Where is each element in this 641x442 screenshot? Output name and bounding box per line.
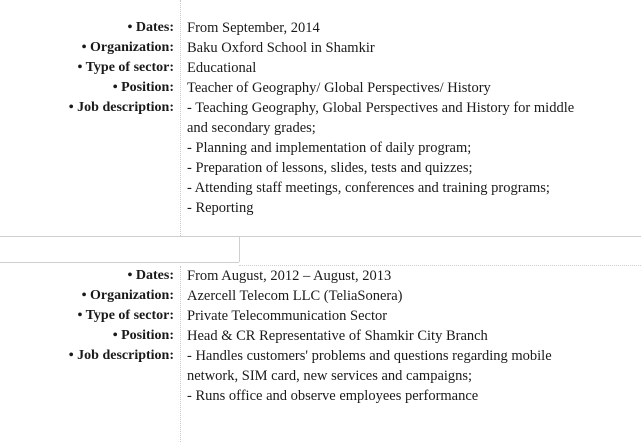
job-description-label: • Job description:: [68, 348, 174, 363]
section-divider-notch: [239, 236, 240, 262]
experience-entry-1: [0, 18, 641, 218]
sector-label: • Type of sector:: [77, 308, 174, 323]
sector-value: Private Telecommunication Sector: [187, 308, 388, 324]
description-line: - Preparation of lessons, slides, tests and quizzes;: [187, 160, 473, 176]
organization-value: Baku Oxford School in Shamkir: [187, 40, 375, 56]
organization-label: • Organization:: [81, 40, 174, 55]
sector-label: • Type of sector:: [77, 60, 174, 75]
section-divider-top: [0, 236, 641, 237]
organization-row: [0, 286, 641, 306]
dates-row: [0, 18, 641, 38]
dates-label: • Dates:: [127, 20, 174, 35]
position-value: Teacher of Geography/ Global Perspectives/ History: [187, 80, 491, 96]
sector-row: [0, 58, 641, 78]
position-label: • Position:: [112, 328, 174, 343]
description-line: - Attending staff meetings, conferences and training programs;: [187, 180, 550, 196]
description-line: - Reporting: [187, 200, 254, 216]
position-row: [0, 326, 641, 346]
job-description-value: [187, 346, 627, 406]
description-line: - Teaching Geography, Global Perspectives and History for middle: [187, 100, 575, 116]
organization-label: • Organization:: [81, 288, 174, 303]
experience-entry-2: [0, 266, 641, 406]
job-description-label: • Job description:: [68, 100, 174, 115]
dates-value: From September, 2014: [187, 20, 320, 36]
dates-row: [0, 266, 641, 286]
job-description-row: [0, 346, 641, 406]
description-line: - Runs office and observe employees performance: [187, 388, 479, 404]
section-divider-bottom: [0, 262, 239, 263]
position-row: [0, 78, 641, 98]
organization-row: [0, 38, 641, 58]
position-value: Head & CR Representative of Shamkir City Branch: [187, 328, 488, 344]
sector-value: Educational: [187, 60, 257, 76]
sector-row: [0, 306, 641, 326]
position-label: • Position:: [112, 80, 174, 95]
organization-value: Azercell Telecom LLC (TeliaSonera): [187, 288, 403, 304]
job-description-row: [0, 98, 641, 218]
dates-label: • Dates:: [127, 268, 174, 283]
description-line: and secondary grades;: [187, 120, 316, 136]
description-line: network, SIM card, new services and campaigns;: [187, 368, 473, 384]
description-line: - Handles customers' problems and questions regarding mobile: [187, 348, 552, 364]
dates-value: From August, 2012 – August, 2013: [187, 268, 392, 284]
description-line: - Planning and implementation of daily program;: [187, 140, 472, 156]
job-description-value: [187, 98, 627, 218]
